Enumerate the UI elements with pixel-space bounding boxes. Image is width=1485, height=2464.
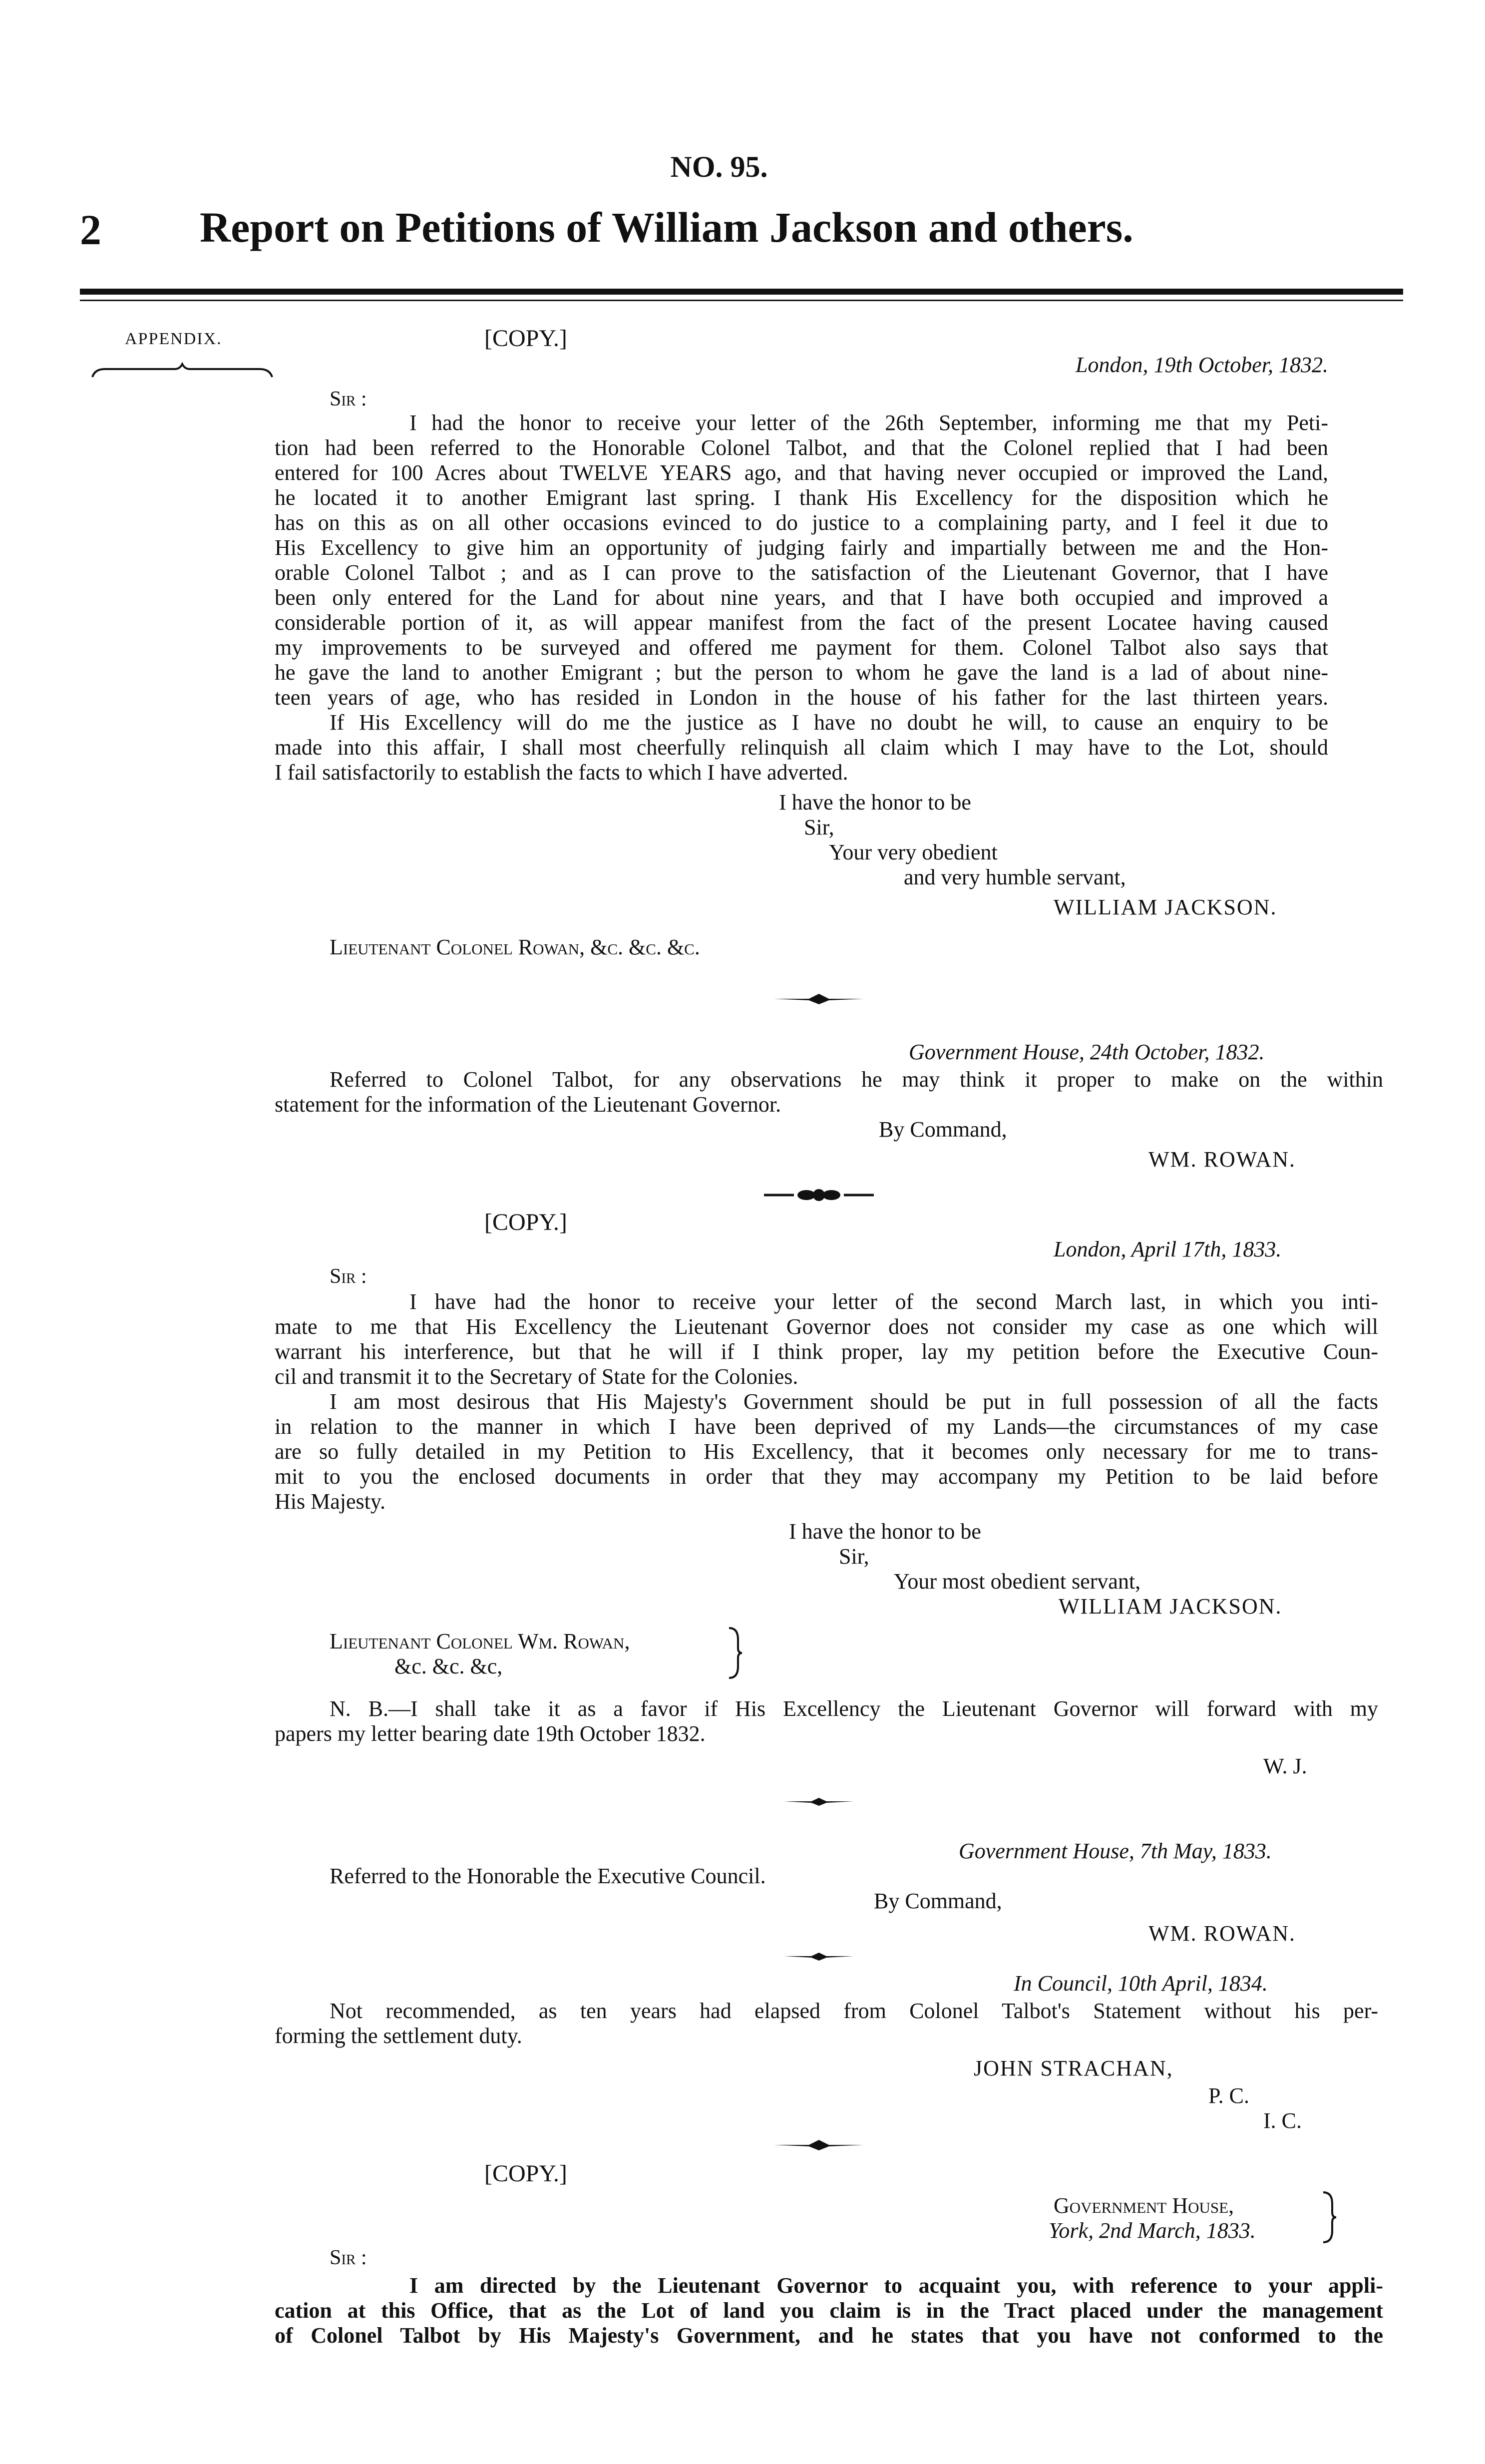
page-number: 2 xyxy=(80,206,101,254)
copy-label: [COPY.] xyxy=(484,2160,567,2187)
body-line: I am most desirous that His Majesty's Government should be put in full possession of all the facts xyxy=(330,1389,1378,1414)
appendix-margin-note: APPENDIX. xyxy=(125,330,222,348)
body-line: I have had the honor to receive your letter of the second March last, in which you inti- xyxy=(409,1289,1378,1314)
council-title-pc: P. C. xyxy=(1208,2083,1249,2108)
divider-ornament xyxy=(779,1795,859,1807)
letter2-initials: W. J. xyxy=(1263,1754,1307,1778)
body-line: he located it to another Emigrant last spring. I thank His Excellency for the disposition which he xyxy=(275,485,1328,510)
copy-label: [COPY.] xyxy=(484,1209,567,1235)
body-line: cation at this Office, that as the Lot of land you claim is in the Tract placed under the management xyxy=(275,2298,1383,2323)
body-line: of Colonel Talbot by His Majesty's Government, and he states that you have not conformed to the xyxy=(275,2323,1383,2348)
body-line: considerable portion of it, as will appear manifest from the fact of the present Locatee having caused xyxy=(275,610,1328,635)
letter2-closing: Your most obedient servant, xyxy=(894,1569,1141,1594)
body-line: If His Excellency will do me the justice as I have no doubt he will, to cause an enquiry to be xyxy=(330,710,1328,735)
body-line: orable Colonel Talbot ; and as I can prove to the satisfaction of the Lieutenant Governor, that I have xyxy=(275,560,1328,585)
body-line: entered for 100 Acres about TWELVE YEARS ago, and that having never occupied or improved the Land, xyxy=(275,460,1328,485)
council-dateline: In Council, 10th April, 1834. xyxy=(1014,1971,1268,1996)
divider-ornament xyxy=(769,2137,869,2152)
referral2-text: Referred to the Honorable the Executive Council. xyxy=(330,1864,766,1888)
letter2-addressee: Lieutenant Colonel Wm. Rowan, xyxy=(330,1629,630,1653)
letter1-closing: Your very obedient xyxy=(829,840,998,864)
body-line: cil and transmit it to the Secretary of State for the Colonies. xyxy=(275,1364,798,1389)
letter1-closing: Sir, xyxy=(804,815,834,839)
body-line: has on this as on all other occasions evinced to do justice to a complaining party, and I feel it due to xyxy=(275,510,1328,535)
body-line: statement for the information of the Lieutenant Governor. xyxy=(275,1092,781,1117)
letter1-addressee: Lieutenant Colonel Rowan, &c. &c. &c. xyxy=(330,935,700,959)
referral2-signature: WM. ROWAN. xyxy=(1148,1921,1296,1946)
body-line: mit to you the enclosed documents in order that they may accompany my Petition to be laid before xyxy=(275,1464,1378,1489)
council-title-ic: I. C. xyxy=(1263,2108,1302,2133)
margin-bracket-ornament xyxy=(90,362,275,382)
document-number: NO. 95. xyxy=(670,150,768,183)
referral1-by-command: By Command, xyxy=(879,1117,1007,1142)
letter1-salutation: Sir : xyxy=(330,388,367,411)
letter1-closing: I have the honor to be xyxy=(779,790,971,815)
divider-ornament xyxy=(779,1950,859,1962)
letter2-addressee-etc: &c. &c. &c, xyxy=(394,1654,503,1678)
body-line: been only entered for the Land for about nine years, and that I have both occupied and improved a xyxy=(275,585,1328,610)
header-rule-thin xyxy=(80,300,1403,301)
referral2-dateline: Government House, 7th May, 1833. xyxy=(959,1839,1272,1863)
body-line: His Majesty. xyxy=(275,1489,386,1514)
letter2-dateline: London, April 17th, 1833. xyxy=(1054,1237,1282,1261)
body-line: mate to me that His Excellency the Lieutenant Governor does not consider my case as one which will xyxy=(275,1314,1378,1339)
referral2-by-command: By Command, xyxy=(874,1889,1002,1913)
body-line: His Excellency to give him an opportunity of judging fairly and impartially between me and the Hon- xyxy=(275,535,1328,560)
page-title: Report on Petitions of William Jackson and others. xyxy=(200,203,1133,251)
body-line: are so fully detailed in my Petition to His Excellency, that it becomes only necessary for me to trans- xyxy=(275,1439,1378,1464)
letter1-signature: WILLIAM JACKSON. xyxy=(1054,895,1277,919)
body-line: he gave the land to another Emigrant ; but the person to whom he gave the land is a lad of about nine- xyxy=(275,660,1328,685)
council-line: Not recommended, as ten years had elapsed from Colonel Talbot's Statement without his per- xyxy=(330,1999,1378,2023)
body-line: I am directed by the Lieutenant Governor to acquaint you, with reference to your appli- xyxy=(409,2273,1383,2298)
letter3-dateline: York, 2nd March, 1833. xyxy=(1049,2218,1256,2243)
letter3-dateline: Government House, xyxy=(1054,2193,1234,2218)
council-line: forming the settlement duty. xyxy=(275,2024,522,2048)
body-line: teen years of age, who has resided in London in the house of his father for the last thirteen years. xyxy=(275,685,1328,710)
letter1-closing: and very humble servant, xyxy=(904,865,1126,889)
body-line: warrant his interference, but that he will if I think proper, lay my petition before the Executive Coun- xyxy=(275,1339,1378,1364)
copy-label: [COPY.] xyxy=(484,325,567,352)
nb-line: N. B.—I shall take it as a favor if His Excellency the Lieutenant Governor will forward with my xyxy=(330,1696,1378,1721)
body-line: Referred to Colonel Talbot, for any observations he may think it proper to make on the within xyxy=(330,1067,1383,1092)
council-signature: JOHN STRACHAN, xyxy=(974,2056,1173,2080)
letter2-closing: I have the honor to be xyxy=(789,1519,981,1544)
letter2-signature: WILLIAM JACKSON. xyxy=(1059,1594,1282,1619)
letter2-closing: Sir, xyxy=(839,1544,869,1569)
body-line: I fail satisfactorily to establish the facts to which I have adverted. xyxy=(275,760,848,785)
body-line: I had the honor to receive your letter of the 26th September, informing me that my Peti- xyxy=(409,411,1328,435)
referral1-dateline: Government House, 24th October, 1832. xyxy=(909,1040,1265,1064)
letter2-salutation: Sir : xyxy=(330,1265,367,1288)
header-rule-heavy xyxy=(80,289,1403,295)
body-line: tion had been referred to the Honorable Colonel Talbot, and that the Colonel replied that I had been xyxy=(275,435,1328,460)
brace-ornament xyxy=(1318,2190,1338,2245)
referral1-signature: WM. ROWAN. xyxy=(1148,1147,1296,1172)
body-line: my improvements to be surveyed and offered me payment for them. Colonel Talbot also says that xyxy=(275,635,1328,660)
divider-ornament xyxy=(769,991,869,1006)
body-line: made into this affair, I shall most cheerfully relinquish all claim which I may have to the Lot, should xyxy=(275,735,1328,760)
letter1-dateline: London, 19th October, 1832. xyxy=(1076,353,1328,377)
letter3-salutation: Sir : xyxy=(330,2246,367,2269)
brace-ornament xyxy=(724,1626,744,1680)
nb-line: papers my letter bearing date 19th October 1832. xyxy=(275,1721,706,1746)
body-line: in relation to the manner in which I have been deprived of my Lands—the circumstances of my case xyxy=(275,1414,1378,1439)
divider-ornament xyxy=(759,1186,879,1204)
